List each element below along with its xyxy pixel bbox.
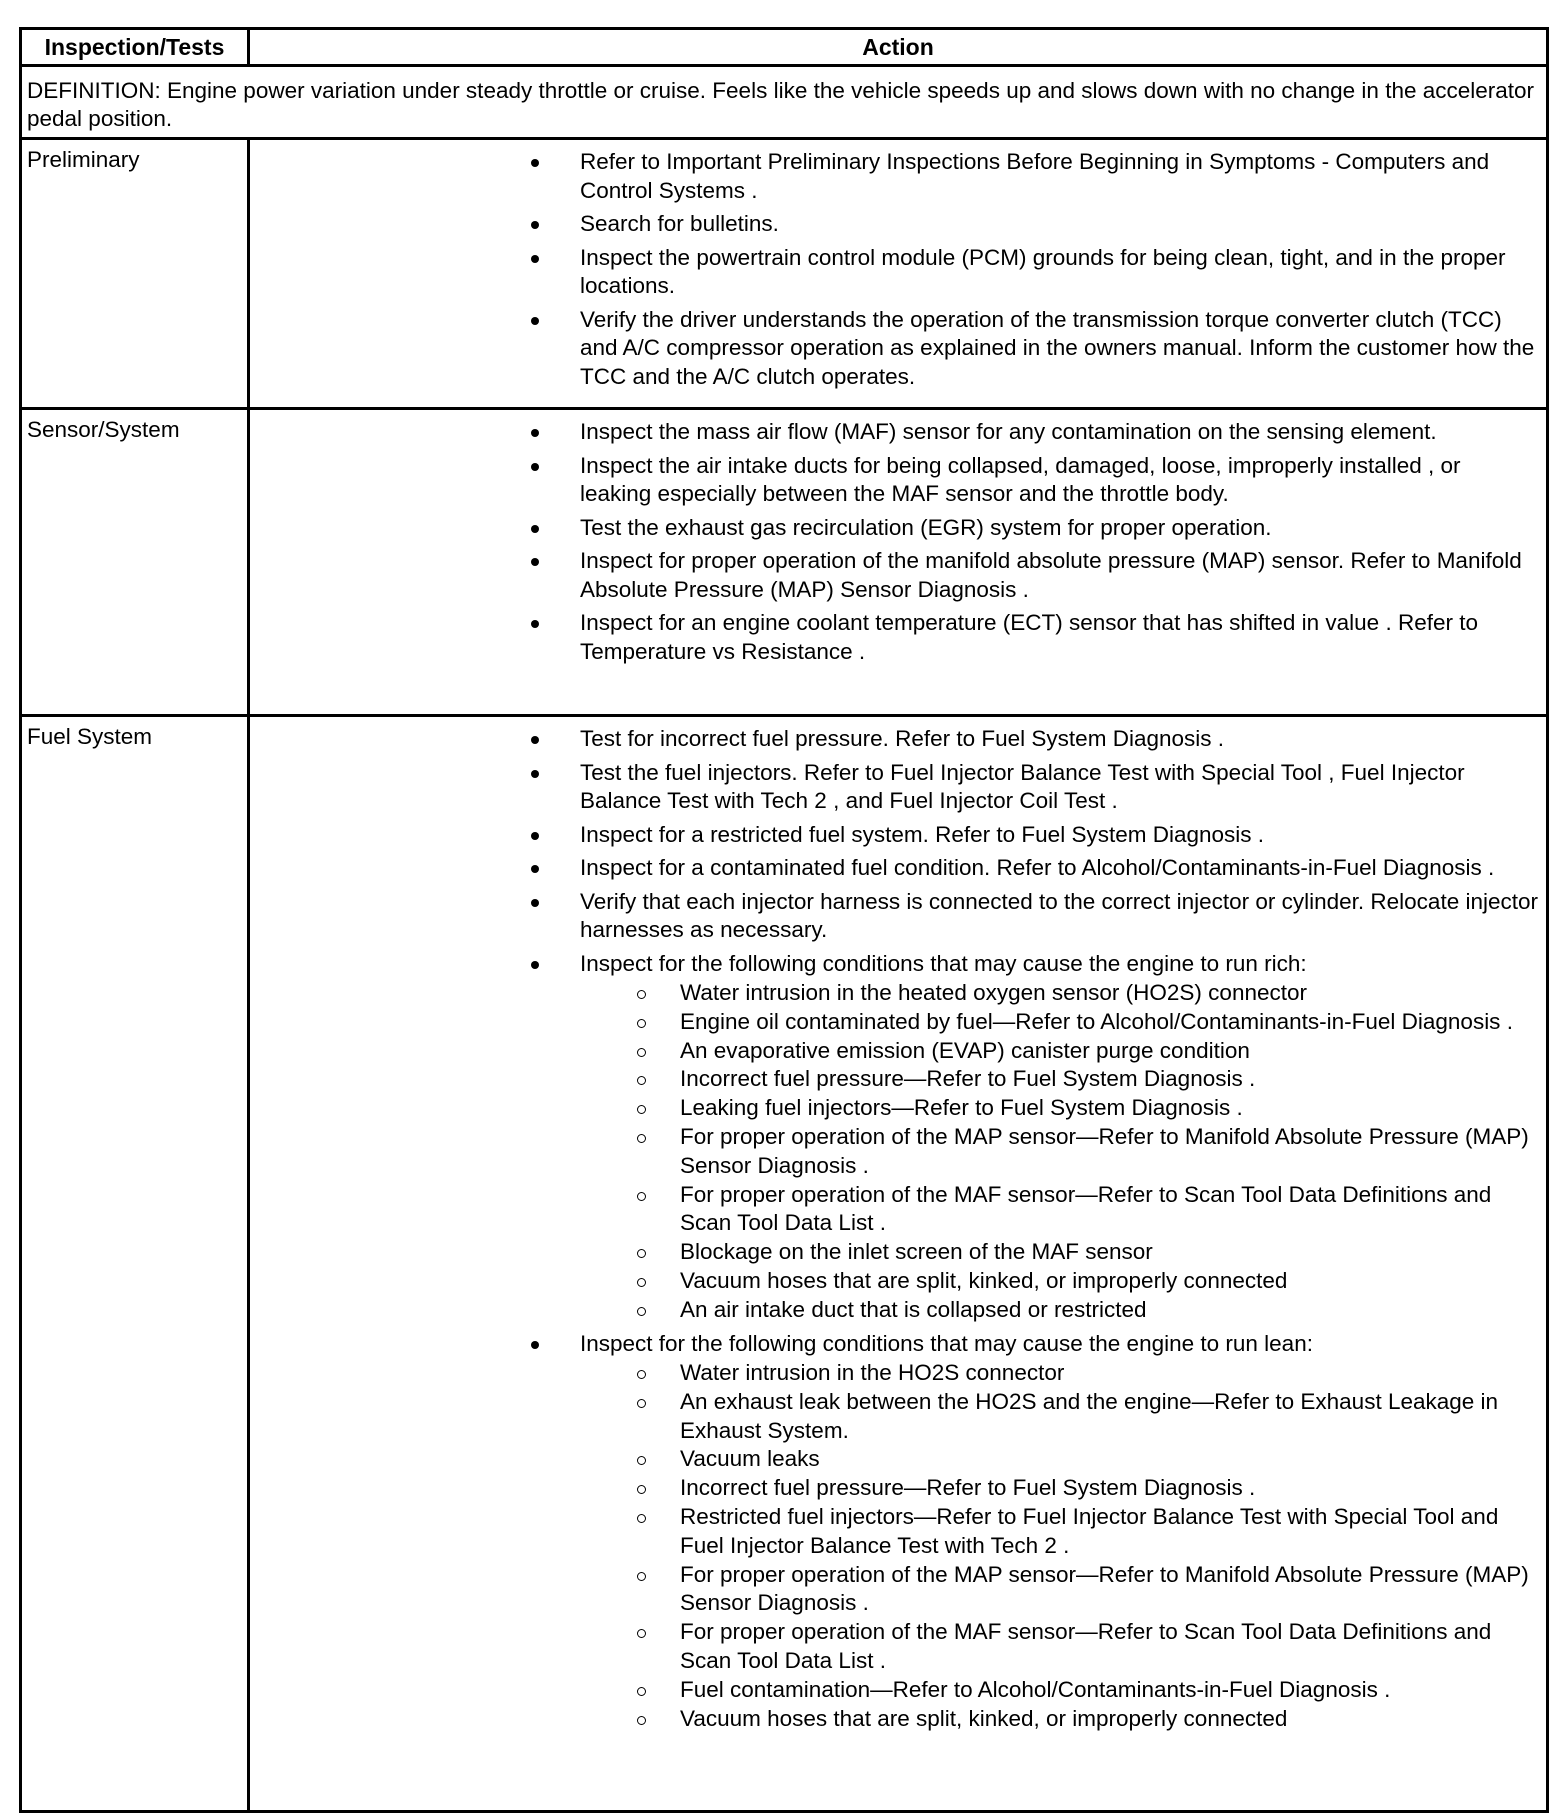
sub-list-item: Vacuum hoses that are split, kinked, or improperly connected [680,1705,1538,1734]
list-item: Inspect for a restricted fuel system. Refer to Fuel System Diagnosis . [580,821,1538,850]
list-item: Inspect the mass air flow (MAF) sensor for any contamination on the sensing element. [580,418,1538,447]
list-item: Test the fuel injectors. Refer to Fuel Injector Balance Test with Special Tool , Fuel Injector Balance Test with Tech 2 , and Fuel Injector Coil Test . [580,759,1538,816]
list-item: Inspect for proper operation of the manifold absolute pressure (MAP) sensor. Refer to Manifold Absolute Pressure (MAP) Sensor Diagnosis . [580,547,1538,604]
sub-list-item: For proper operation of the MAP sensor—Refer to Manifold Absolute Pressure (MAP) Sensor Diagnosis . [680,1123,1538,1181]
sub-list-item: Restricted fuel injectors—Refer to Fuel Injector Balance Test with Special Tool and Fuel Injector Balance Test with Tech 2 . [680,1503,1538,1561]
section-actions-sensor-system [249,409,1548,716]
list-item-rich-conditions [580,950,1538,1325]
list-item: Inspect the air intake ducts for being collapsed, damaged, loose, improperly installed , or leaking especially between the MAF sensor and the throttle body. [580,452,1538,509]
diagnosis-table [19,27,1549,1813]
list-item: Inspect for a contaminated fuel condition. Refer to Alcohol/Contaminants-in-Fuel Diagnosis . [580,854,1538,883]
sub-list-item: An exhaust leak between the HO2S and the engine—Refer to Exhaust Leakage in Exhaust System. [680,1388,1538,1446]
rich-conditions-intro: Inspect for the following conditions that may cause the engine to run rich: [580,950,1307,976]
section-label-fuel-system: Fuel System [21,716,249,1812]
sub-list-item: Water intrusion in the heated oxygen sensor (HO2S) connector [680,979,1538,1008]
list-item: Test for incorrect fuel pressure. Refer to Fuel System Diagnosis . [580,725,1538,754]
section-label-preliminary: Preliminary [21,139,249,409]
sub-list-item: For proper operation of the MAF sensor—Refer to Scan Tool Data Definitions and Scan Tool Data List . [680,1181,1538,1239]
section-row-fuel-system [21,716,1548,1812]
section-actions-fuel-system [249,716,1548,1812]
list-item: Inspect the powertrain control module (PCM) grounds for being clean, tight, and in the proper locations. [580,244,1538,301]
sub-list-item: An air intake duct that is collapsed or restricted [680,1296,1538,1325]
header-row [21,29,1548,66]
sub-list-item: Engine oil contaminated by fuel—Refer to Alcohol/Contaminants-in-Fuel Diagnosis . [680,1008,1538,1037]
list-item: Verify that each injector harness is connected to the correct injector or cylinder. Relocate injector harnesses as necessary. [580,888,1538,945]
sub-list-item: Blockage on the inlet screen of the MAF sensor [680,1238,1538,1267]
sub-list-item: Vacuum leaks [680,1445,1538,1474]
list-item: Search for bulletins. [580,210,1538,239]
sub-list-item: Leaking fuel injectors—Refer to Fuel System Diagnosis . [680,1094,1538,1123]
lean-conditions-intro: Inspect for the following conditions that may cause the engine to run lean: [580,1330,1313,1356]
rich-conditions-list [580,979,1538,1325]
sub-list-item: An evaporative emission (EVAP) canister purge condition [680,1037,1538,1066]
sub-list-item: Vacuum hoses that are split, kinked, or improperly connected [680,1267,1538,1296]
definition-row [21,66,1548,139]
list-item: Inspect for an engine coolant temperature (ECT) sensor that has shifted in value . Refer to Temperature vs Resistance . [580,609,1538,666]
definition-text: DEFINITION: Engine power variation under steady throttle or cruise. Feels like the vehicle speeds up and slows down with no change in the accelerator pedal position. [21,66,1548,139]
section-row-preliminary [21,139,1548,409]
list-item: Test the exhaust gas recirculation (EGR) system for proper operation. [580,514,1538,543]
sub-list-item: For proper operation of the MAP sensor—Refer to Manifold Absolute Pressure (MAP) Sensor Diagnosis . [680,1561,1538,1619]
section-actions-preliminary [249,139,1548,409]
sub-list-item: Incorrect fuel pressure—Refer to Fuel System Diagnosis . [680,1065,1538,1094]
section-row-sensor-system [21,409,1548,716]
list-item: Verify the driver understands the operation of the transmission torque converter clutch (TCC) and A/C compressor operation as explained in the owners manual. Inform the customer how the TCC and the A/C clutch operates. [580,306,1538,392]
list-item-lean-conditions [580,1330,1538,1734]
sub-list-item: Incorrect fuel pressure—Refer to Fuel System Diagnosis . [680,1474,1538,1503]
sub-list-item: For proper operation of the MAF sensor—Refer to Scan Tool Data Definitions and Scan Tool Data List . [680,1618,1538,1676]
header-inspection-tests: Inspection/Tests [21,29,249,66]
header-action: Action [249,29,1548,66]
list-item: Refer to Important Preliminary Inspections Before Beginning in Symptoms - Computers and Control Systems . [580,148,1538,205]
section-label-sensor-system: Sensor/System [21,409,249,716]
lean-conditions-list [580,1359,1538,1733]
sub-list-item: Water intrusion in the HO2S connector [680,1359,1538,1388]
sub-list-item: Fuel contamination—Refer to Alcohol/Contaminants-in-Fuel Diagnosis . [680,1676,1538,1705]
